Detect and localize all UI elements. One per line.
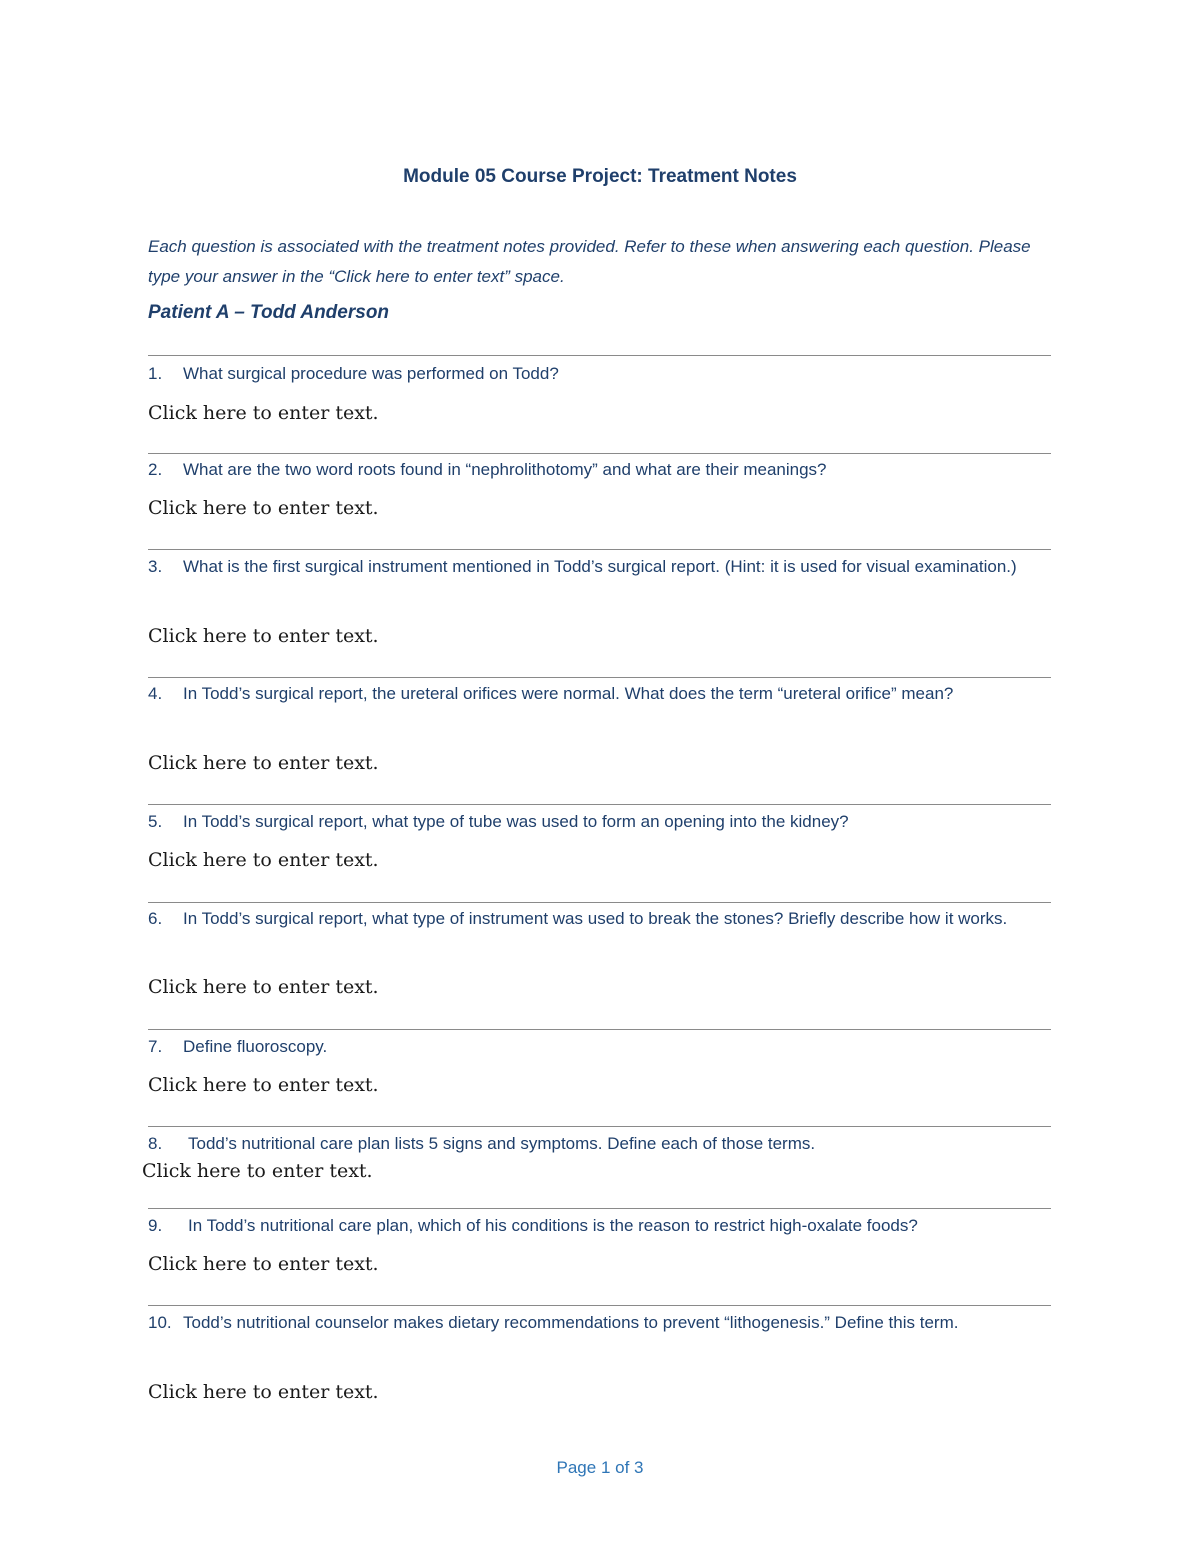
answer-field-4[interactable]: Click here to enter text. <box>148 752 379 774</box>
answer-field-5[interactable]: Click here to enter text. <box>148 849 379 871</box>
question-text: Todd’s nutritional counselor makes dietary recommendations to prevent “lithogenesis.” Define this term. <box>183 1313 959 1332</box>
section-divider <box>148 677 1051 678</box>
question-10 <box>148 1308 1048 1338</box>
question-7 <box>148 1032 1048 1062</box>
question-text: Todd’s nutritional care plan lists 5 signs and symptoms. Define each of those terms. <box>188 1134 816 1153</box>
question-text: What are the two word roots found in “nephrolithotomy” and what are their meanings? <box>183 460 827 479</box>
question-1 <box>148 359 1048 389</box>
question-number: 3. <box>148 557 163 576</box>
question-text: In Todd’s surgical report, what type of instrument was used to break the stones? Briefly describe how it works. <box>183 909 1008 928</box>
question-number: 8. <box>148 1134 163 1153</box>
section-divider <box>148 453 1051 454</box>
instructions-text: Each question is associated with the treatment notes provided. Refer to these when answering each question. Please type your answer in the “Click here to enter text” space. <box>148 237 1031 286</box>
answer-field-8[interactable]: Click here to enter text. <box>142 1160 373 1182</box>
question-4 <box>148 679 1048 709</box>
question-text: Define fluoroscopy. <box>183 1037 328 1056</box>
answer-field-6[interactable]: Click here to enter text. <box>148 976 379 998</box>
question-9 <box>148 1211 1048 1241</box>
section-divider <box>148 1305 1051 1306</box>
document-title: Module 05 Course Project: Treatment Notes <box>403 166 797 187</box>
question-number: 9. <box>148 1216 163 1235</box>
answer-field-7[interactable]: Click here to enter text. <box>148 1074 379 1096</box>
patient-heading: Patient A – Todd Anderson <box>148 302 390 323</box>
answer-field-3[interactable]: Click here to enter text. <box>148 625 379 647</box>
section-divider <box>148 804 1051 805</box>
question-number: 7. <box>148 1037 163 1056</box>
question-text: In Todd’s surgical report, the ureteral orifices were normal. What does the term “ureteral orifice” mean? <box>183 684 954 703</box>
question-number: 2. <box>148 460 163 479</box>
section-divider <box>148 355 1051 356</box>
question-8 <box>148 1129 1048 1159</box>
section-divider <box>148 1208 1051 1209</box>
question-5 <box>148 807 1048 837</box>
question-number: 1. <box>148 364 163 383</box>
question-2 <box>148 455 1048 485</box>
section-divider <box>148 549 1051 550</box>
question-text: In Todd’s nutritional care plan, which of his conditions is the reason to restrict high-oxalate foods? <box>188 1216 918 1235</box>
section-divider <box>148 1126 1051 1127</box>
question-6 <box>148 904 1048 934</box>
answer-field-2[interactable]: Click here to enter text. <box>148 497 379 519</box>
question-text: What surgical procedure was performed on Todd? <box>183 364 559 383</box>
question-number: 5. <box>148 812 163 831</box>
question-text: In Todd’s surgical report, what type of tube was used to form an opening into the kidney? <box>183 812 849 831</box>
answer-field-1[interactable]: Click here to enter text. <box>148 402 379 424</box>
section-divider <box>148 902 1051 903</box>
answer-field-9[interactable]: Click here to enter text. <box>148 1253 379 1275</box>
question-number: 4. <box>148 684 163 703</box>
page-number: Page 1 of 3 <box>556 1458 644 1477</box>
question-3 <box>148 552 1048 582</box>
question-number: 10. <box>148 1313 172 1332</box>
question-text: What is the first surgical instrument mentioned in Todd’s surgical report. (Hint: it is used for visual examination.) <box>183 557 1017 576</box>
question-number: 6. <box>148 909 163 928</box>
answer-field-10[interactable]: Click here to enter text. <box>148 1381 379 1403</box>
section-divider <box>148 1029 1051 1030</box>
